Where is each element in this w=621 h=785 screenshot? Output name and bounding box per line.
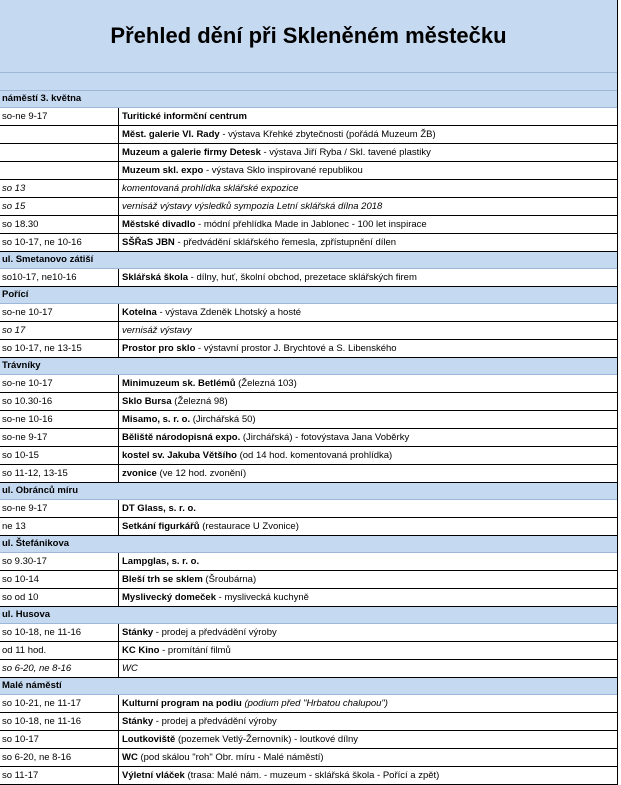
time-cell: so 10-18, ne 11-16	[0, 624, 119, 641]
schedule-row	[0, 234, 617, 252]
event-description: vernisáž výstavy	[122, 325, 192, 336]
event-venue: Prostor pro sklo	[122, 343, 196, 354]
time-cell: so-ne 9-17	[0, 500, 119, 517]
event-cell	[119, 571, 617, 588]
event-description: vernisáž výstavy výsledků sympozia Letní sklářská dílna 2018	[122, 201, 383, 212]
time-cell: so-ne 10-17	[0, 375, 119, 392]
event-cell	[119, 411, 617, 428]
event-venue: WC	[122, 752, 138, 763]
event-cell	[119, 126, 617, 143]
event-venue: Městské divadlo	[122, 219, 196, 230]
event-cell	[119, 144, 617, 161]
event-cell	[119, 447, 617, 464]
event-description: - výstava Zdeněk Lhotský a hosté	[156, 307, 301, 318]
event-cell	[119, 180, 617, 197]
schedule-row	[0, 216, 617, 234]
schedule-row	[0, 447, 617, 465]
section-header: ul. Husova	[0, 607, 617, 624]
event-cell	[119, 322, 617, 339]
event-venue: zvonice	[122, 468, 157, 479]
title-block	[0, 0, 617, 73]
time-cell: so 17	[0, 322, 119, 339]
event-description: (trasa: Malé nám. - muzeum - sklářská škola - Pořící a zpět)	[184, 770, 440, 781]
time-cell: so 10-21, ne 11-17	[0, 695, 119, 712]
event-cell	[119, 589, 617, 606]
event-cell	[119, 518, 617, 535]
time-cell: so 11-17	[0, 767, 119, 784]
schedule-row	[0, 731, 617, 749]
time-cell: so 6-20, ne 8-16	[0, 660, 119, 677]
time-cell: so 15	[0, 198, 119, 215]
time-cell: od 11 hod.	[0, 642, 119, 659]
schedule-row	[0, 322, 617, 340]
event-description: (od 14 hod. komentovaná prohlídka)	[236, 450, 393, 461]
event-description: - výstava Sklo inspirované republikou	[203, 165, 363, 176]
event-description: (podium před "Hrbatou chalupou")	[241, 698, 388, 709]
event-description: - výstava Jiří Ryba / Skl. tavené plastiky	[260, 147, 431, 158]
section-header: Malé náměstí	[0, 678, 617, 695]
event-venue: Minimuzeum sk. Betlémů	[122, 378, 236, 389]
event-venue: Sklo Bursa	[122, 396, 172, 407]
event-cell	[119, 749, 617, 766]
event-cell	[119, 429, 617, 446]
event-description: (Železná 98)	[171, 396, 228, 407]
page-title: Přehled dění při Skleněném městečku	[110, 23, 507, 48]
event-venue: Kotelna	[122, 307, 157, 318]
event-cell	[119, 198, 617, 215]
event-cell	[119, 375, 617, 392]
schedule-row	[0, 553, 617, 571]
event-cell	[119, 340, 617, 357]
event-description: - myslivecká kuchyně	[216, 592, 309, 603]
time-cell: so 10-18, ne 11-16	[0, 713, 119, 730]
event-cell	[119, 695, 617, 712]
event-cell	[119, 500, 617, 517]
event-cell	[119, 660, 617, 677]
event-description: - předvádění sklářského řemesla, zpřístupnění dílen	[174, 237, 397, 248]
time-cell: so 10-17, ne 13-15	[0, 340, 119, 357]
event-venue: Loutkoviště	[122, 734, 176, 745]
event-cell	[119, 731, 617, 748]
event-description: - promítání filmů	[159, 645, 231, 656]
event-description: (Jirchářská 50)	[190, 414, 256, 425]
event-venue: Muzeum skl. expo	[122, 165, 204, 176]
event-description: (ve 12 hod. zvonění)	[156, 468, 247, 479]
time-cell: so od 10	[0, 589, 119, 606]
event-cell	[119, 162, 617, 179]
event-venue: Turitické informční centrum	[122, 111, 247, 122]
event-cell	[119, 393, 617, 410]
event-venue: Kulturní program na podiu	[122, 698, 242, 709]
event-venue: KC Kino	[122, 645, 160, 656]
event-description: (Šroubárna)	[202, 574, 257, 585]
schedule-row	[0, 198, 617, 216]
section-header: Pořící	[0, 287, 617, 304]
event-venue: Sklářská škola	[122, 272, 189, 283]
event-venue: Muzeum a galerie firmy Detesk	[122, 147, 261, 158]
schedule-row	[0, 642, 617, 660]
event-description: WC	[122, 663, 138, 674]
event-venue: Lampglas, s. r. o.	[122, 556, 200, 567]
time-cell: so 9.30-17	[0, 553, 119, 570]
schedule-row	[0, 465, 617, 483]
event-venue: Výletní vláček	[122, 770, 185, 781]
section-header: ul. Štefánikova	[0, 536, 617, 553]
event-description: - prodej a předvádění výroby	[153, 627, 277, 638]
schedule-row	[0, 340, 617, 358]
schedule-row	[0, 180, 617, 198]
schedule-row	[0, 162, 617, 180]
schedule-row	[0, 144, 617, 162]
event-description: (restaurace U Zvonice)	[199, 521, 299, 532]
event-venue: Měst. galerie Vl. Rady	[122, 129, 220, 140]
section-header: ul. Obránců míru	[0, 483, 617, 500]
schedule-row	[0, 393, 617, 411]
event-venue: Běliště národopisná expo.	[122, 432, 241, 443]
schedule-table	[0, 91, 617, 785]
time-cell: so 10-17	[0, 731, 119, 748]
time-cell: so10-17, ne10-16	[0, 269, 119, 286]
event-venue: kostel sv. Jakuba Většího	[122, 450, 237, 461]
event-description: (Jirchářská) - fotovýstava Jana Voběrky	[240, 432, 410, 443]
event-cell	[119, 624, 617, 641]
time-cell	[0, 162, 119, 179]
event-description: - módní přehlídka Made in Jablonec - 100 let inspirace	[195, 219, 427, 230]
schedule-row	[0, 500, 617, 518]
event-venue: Myslivecký domeček	[122, 592, 217, 603]
event-cell	[119, 553, 617, 570]
event-cell	[119, 108, 617, 125]
event-cell	[119, 465, 617, 482]
time-cell: so 13	[0, 180, 119, 197]
time-cell: so-ne 9-17	[0, 108, 119, 125]
event-cell	[119, 269, 617, 286]
schedule-row	[0, 375, 617, 393]
time-cell: so 10.30-16	[0, 393, 119, 410]
event-cell	[119, 216, 617, 233]
schedule-row	[0, 269, 617, 287]
schedule-row	[0, 624, 617, 642]
schedule-row	[0, 571, 617, 589]
event-description: (pozemek Vetlý-Žernovník) - loutkové dílny	[175, 734, 358, 745]
event-description: - výstavní prostor J. Brychtové a S. Libenského	[195, 343, 397, 354]
header-spacer-row	[0, 73, 617, 91]
time-cell: so 6-20, ne 8-16	[0, 749, 119, 766]
event-description: - výstava Křehké zbytečnosti (pořádá Muzeum ŽB)	[219, 129, 436, 140]
schedule-row	[0, 767, 617, 785]
event-venue: Stánky	[122, 716, 154, 727]
section-header: náměstí 3. května	[0, 91, 617, 108]
time-cell: ne 13	[0, 518, 119, 535]
event-cell	[119, 642, 617, 659]
event-venue: Setkání figurkářů	[122, 521, 200, 532]
time-cell: so 10-14	[0, 571, 119, 588]
section-header: ul. Smetanovo zátiší	[0, 252, 617, 269]
event-cell	[119, 713, 617, 730]
schedule-row	[0, 411, 617, 429]
schedule-row	[0, 695, 617, 713]
event-description: (Železná 103)	[235, 378, 297, 389]
event-venue: Stánky	[122, 627, 154, 638]
time-cell	[0, 126, 119, 143]
time-cell: so 10-17, ne 10-16	[0, 234, 119, 251]
section-header: Trávníky	[0, 358, 617, 375]
schedule-row	[0, 518, 617, 536]
event-description: - prodej a předvádění výroby	[153, 716, 277, 727]
schedule-row	[0, 589, 617, 607]
schedule-row	[0, 660, 617, 678]
event-venue: SŠŘaS JBN	[122, 237, 175, 248]
time-cell: so-ne 10-16	[0, 411, 119, 428]
event-description: (pod skálou "roh" Obr. míru - Malé náměstí)	[137, 752, 324, 763]
time-cell: so-ne 9-17	[0, 429, 119, 446]
schedule-row	[0, 304, 617, 322]
schedule-row	[0, 108, 617, 126]
event-description: komentovaná prohlídka sklářské expozice	[122, 183, 299, 194]
time-cell	[0, 144, 119, 161]
event-cell	[119, 234, 617, 251]
event-venue: Misamo, s. r. o.	[122, 414, 191, 425]
event-cell	[119, 304, 617, 321]
time-cell: so 11-12, 13-15	[0, 465, 119, 482]
event-cell	[119, 767, 617, 784]
schedule-row	[0, 429, 617, 447]
time-cell: so 18.30	[0, 216, 119, 233]
schedule-row	[0, 126, 617, 144]
time-cell: so-ne 10-17	[0, 304, 119, 321]
event-description: - dílny, huť, školní obchod, prezetace sklářských firem	[188, 272, 417, 283]
schedule-row	[0, 713, 617, 731]
schedule-row	[0, 749, 617, 767]
event-venue: DT Glass, s. r. o.	[122, 503, 196, 514]
time-cell: so 10-15	[0, 447, 119, 464]
event-venue: Bleší trh se sklem	[122, 574, 203, 585]
